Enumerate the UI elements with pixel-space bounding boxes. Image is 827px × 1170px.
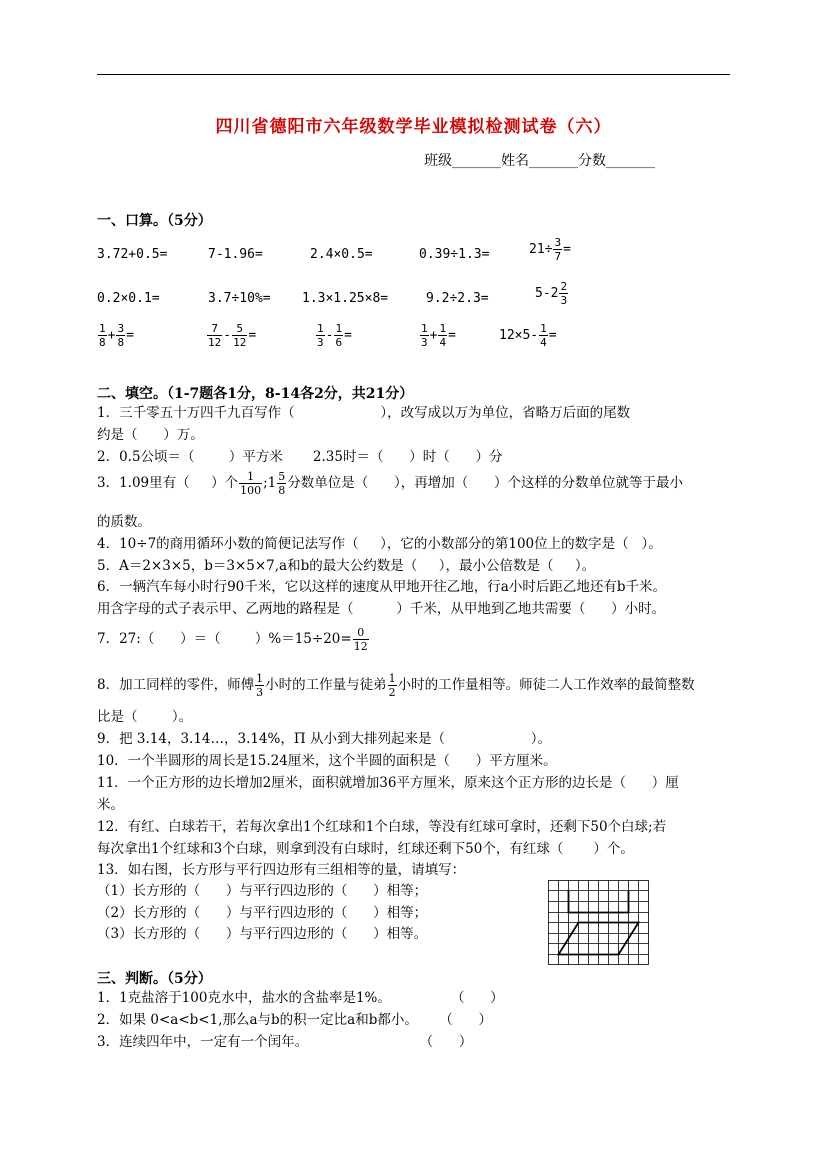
question-10: 10．一个半圆形的周长是15.24厘米，这个半圆的面积是（ ）平方厘米。 bbox=[97, 753, 557, 769]
grid-figure bbox=[548, 880, 650, 966]
section-2-heading: 二、填空。（1-7题各1分，8-14各2分，共21分） bbox=[97, 386, 414, 402]
calc-item: $\frac{1}{3}$ - $\frac{1}{6}$ = bbox=[317, 322, 352, 349]
question-12: 12．有红、白球若干，若每次拿出1个红球和1个白球，等没有红球可拿时，还剩下50个白球;若 bbox=[97, 819, 667, 835]
calc-item: 0.2×0.1= bbox=[97, 291, 160, 306]
calc-item: $\frac{7}{12}$ - $\frac{5}{12}$ = bbox=[208, 322, 257, 349]
judgment-2: 2．如果 0<a<b<1,那么a与b的积一定比a和b都小。 （ ） bbox=[97, 1012, 493, 1028]
question-7: 7．27:（ ）＝（ ）%＝15÷20= $\frac{0}{12}$ bbox=[97, 626, 368, 653]
judgment-3: 3．连续四年中，一定有一个闰年。 （ ） bbox=[97, 1034, 473, 1050]
question-1-cont: 约是（ ）万。 bbox=[97, 427, 204, 443]
calc-item: 0.39÷1.3= bbox=[419, 247, 490, 262]
question-2: 2．0.5公顷＝（ ）平方米 2.35时＝（ ）时（ ）分 bbox=[97, 449, 503, 465]
question-13-2: （2）长方形的（ ）与平行四边形的（ ）相等； bbox=[97, 905, 428, 921]
calc-item: 3.72+0.5= bbox=[97, 247, 168, 262]
section-1-heading: 一、口算。（5分） bbox=[97, 213, 212, 229]
calc-item: 1.3×1.25×8= bbox=[302, 291, 389, 306]
calc-item: $\frac{1}{3}$ + $\frac{1}{4}$ = bbox=[421, 322, 456, 349]
question-6: 6．一辆汽车每小时行90千米，它以这样的速度从甲地开往乙地，行a小时后距乙地还有b千米。 bbox=[97, 579, 666, 595]
calc-item bbox=[529, 236, 571, 263]
header-rule bbox=[97, 74, 730, 75]
question-11-cont: 米。 bbox=[97, 797, 124, 813]
question-11: 11．一个正方形的边长增加2厘米，面积就增加36平方厘米，原来这个正方形的边长是（ ）厘 bbox=[97, 775, 679, 791]
question-3-cont: 的质数。 bbox=[97, 514, 151, 530]
question-13: 13．如右图，长方形与平行四边形有三组相等的量，请填写： bbox=[97, 862, 466, 878]
question-8: 8．加工同样的零件，师傅 $\frac{1}{3}$ 小时的工作量与徒弟 $\frac{1}{2}$ 小时的工作量相等。师徒二人工作效率的最简整数 bbox=[97, 672, 695, 699]
question-9: 9．把 3.14，3.14…，3.14%，Π 从小到大排列起来是（ ）。 bbox=[97, 731, 552, 747]
calc-item: 7-1.96= bbox=[208, 247, 263, 262]
question-4: 4．10÷7的商用循环小数的简便记法写作（ ），它的小数部分的第100位上的数字是（ ）。 bbox=[97, 536, 662, 552]
question-3: 3．1.09里有（ ）个 $\frac{1}{100}$ ;1 $\frac{5}{8}$ 分数单位是（ ），再增加（ ）个这样的分数单位就等于最小 bbox=[97, 470, 683, 497]
calc-item: $\frac{1}{8}$ + $\frac{3}{8}$ = bbox=[99, 322, 134, 349]
question-1: 1．三千零五十万四千九百写作（ ），改写成以万为单位，省略万后面的尾数 bbox=[97, 405, 631, 421]
question-12-cont: 每次拿出1个红球和3个白球，则拿到没有白球时，红球还剩下50个，有红球（ ）个。 bbox=[97, 841, 634, 857]
calc-item bbox=[535, 280, 569, 307]
page-title: 四川省德阳市六年级数学毕业模拟检测试卷（六） bbox=[215, 117, 612, 137]
calc-text: 21÷ bbox=[529, 242, 553, 257]
question-5: 5．A＝2×3×5，b＝3×5×7,a和b的最大公约数是（ ），最小公倍数是（ ）。 bbox=[97, 558, 596, 574]
judgment-1: 1．1克盐溶于100克水中，盐水的含盐率是1%。 （ ） bbox=[97, 990, 504, 1006]
calc-item: 3.7÷10%= bbox=[208, 291, 271, 306]
fraction: $\frac{3}{7}$ bbox=[554, 236, 562, 263]
question-13-3: （3）长方形的（ ）与平行四边形的（ ）相等。 bbox=[97, 926, 428, 942]
section-3-heading: 三、判断。（5分） bbox=[97, 971, 212, 987]
calc-text: = bbox=[563, 242, 571, 257]
calc-text: 5-2 bbox=[535, 286, 559, 301]
question-8-cont: 比是（ ）。 bbox=[97, 709, 193, 725]
calc-item: 9.2÷2.3= bbox=[426, 291, 489, 306]
question-6-cont: 用含字母的式子表示甲、乙两地的路程是（ ）千米，从甲地到乙地共需要（ ）小时。 bbox=[97, 601, 666, 617]
student-info-line: 班级_______姓名_______分数_______ bbox=[424, 153, 655, 169]
question-13-1: （1）长方形的（ ）与平行四边形的（ ）相等； bbox=[97, 883, 428, 899]
rectangle-parallelogram-diagram bbox=[548, 880, 650, 966]
calc-item: 2.4×0.5= bbox=[310, 247, 373, 262]
fraction: $\frac{2}{3}$ bbox=[560, 280, 568, 307]
calc-item: 12×5- $\frac{1}{4}$ = bbox=[499, 322, 557, 349]
